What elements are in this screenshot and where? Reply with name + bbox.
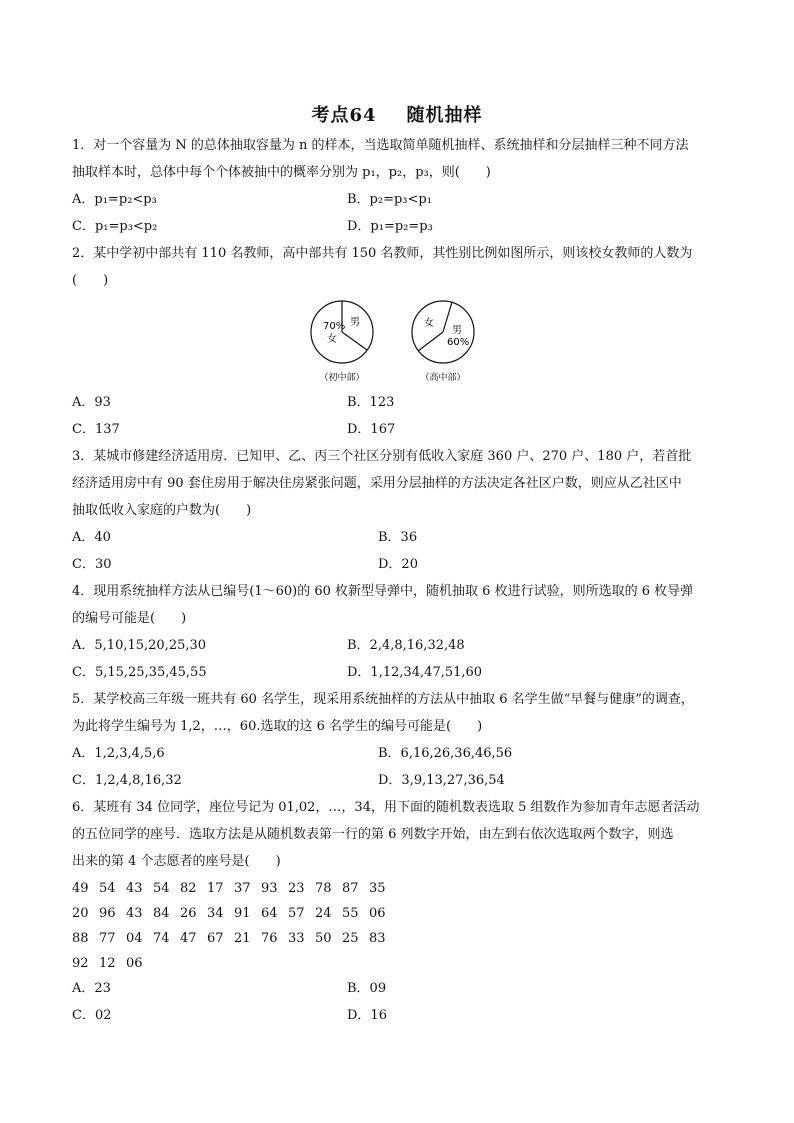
random-table-row: [72, 930, 396, 948]
q1-option-d: D．p₁=p₂=p₃: [347, 219, 433, 234]
random-number: 33: [288, 931, 305, 946]
random-number: 04: [126, 931, 143, 946]
q2-option-c: C．137: [72, 422, 120, 437]
q1-option-b: B．p₂=p₃<p₁: [347, 192, 432, 207]
random-number: 24: [315, 906, 332, 921]
topic-name: 随机抽样: [406, 105, 483, 126]
junior-female-percent: 70%: [323, 321, 346, 332]
q4-option-b: B．2,4,8,16,32,48: [347, 638, 465, 653]
random-number: 34: [207, 906, 224, 921]
random-number: 37: [234, 881, 251, 896]
q1-stem-line1: 1．对一个容量为 N 的总体抽取容量为 n 的样本，当选取简单随机抽样、系统抽样和分层抽样三种不同方法: [72, 138, 689, 153]
random-number: 64: [261, 906, 278, 921]
random-number: 21: [234, 931, 251, 946]
random-number: 23: [288, 881, 305, 896]
random-number: 93: [261, 881, 278, 896]
q5-option-d: D．3,9,13,27,36,54: [378, 773, 505, 788]
random-number: 87: [342, 881, 359, 896]
q1-option-c: C．p₁=p₃<p₂: [72, 219, 158, 234]
junior-pie-divider: [342, 332, 367, 350]
junior-female-label: 女: [327, 334, 337, 345]
q4-stem-line1: 4．现用系统抽样方法从已编号(1～60)的 60 枚新型导弹中，随机抽取 6 枚进行试验，则所选取的 6 枚导弹: [72, 584, 694, 599]
q2-option-a: A．93: [72, 395, 111, 410]
random-table-row: [72, 955, 153, 973]
random-number: 88: [72, 931, 89, 946]
q6-option-d: D．16: [347, 1008, 387, 1023]
q6-option-a: A．23: [72, 981, 111, 996]
random-number: 54: [153, 881, 170, 896]
random-number: 55: [342, 906, 359, 921]
random-number: 96: [99, 906, 116, 921]
random-number: 78: [315, 881, 332, 896]
random-number: 06: [369, 906, 386, 921]
q2-stem-line1: 2．某中学初中部共有 110 名教师，高中部共有 150 名教师，其性别比例如图所示，则该校女教师的人数为: [72, 246, 693, 261]
q4-stem-line2: 的编号可能是( ): [72, 611, 187, 626]
random-number: 74: [153, 931, 170, 946]
q5-option-a: A．1,2,3,4,5,6: [72, 746, 165, 761]
pie-charts-svg: [310, 300, 490, 390]
random-number: 26: [180, 906, 197, 921]
q3-stem-line1: 3．某城市修建经济适用房．已知甲、乙、丙三个社区分别有低收入家庭 360 户、270 户、180 户，若首批: [72, 449, 692, 464]
q2-stem-line2: ( ): [72, 273, 109, 288]
junior-male-label: 男: [350, 317, 360, 328]
q6-stem-line1: 6．某班有 34 位同学，座位号记为 01,02，…，34，用下面的随机数表选取 5 组数作为参加青年志愿者活动: [72, 800, 700, 815]
q6-option-c: C．02: [72, 1008, 112, 1023]
q3-stem-line2: 经济适用房中有 90 套住房用于解决住房紧张问题，采用分层抽样的方法决定各社区户数，则应从乙社区中: [72, 476, 682, 491]
q1-option-a: A．p₁=p₂<p₃: [72, 192, 157, 207]
random-number: 82: [180, 881, 197, 896]
random-number: 12: [99, 956, 116, 971]
random-number: 67: [207, 931, 224, 946]
junior-pie: [311, 301, 373, 383]
random-number: 43: [126, 906, 143, 921]
random-number: 47: [180, 931, 197, 946]
random-number: 84: [153, 906, 170, 921]
random-number: 54: [99, 881, 116, 896]
q3-stem-line3: 抽取低收入家庭的户数为( ): [72, 503, 252, 518]
random-number: 57: [288, 906, 305, 921]
gender-ratio-pie-charts: [310, 300, 490, 390]
q4-option-c: C．5,15,25,35,45,55: [72, 665, 207, 680]
random-table-row: [72, 905, 396, 923]
q5-stem-line1: 5．某学校高三年级一班共有 60 名学生，现采用系统抽样的方法从中抽取 6 名学生做“早餐与健康”的调查，: [72, 692, 694, 707]
random-number: 83: [369, 931, 386, 946]
q6-stem-line3: 出来的第 4 个志愿者的座号是( ): [72, 854, 281, 869]
q5-option-b: B．6,16,26,36,46,56: [378, 746, 513, 761]
random-table-row: [72, 880, 396, 898]
topic-number: 考点64: [311, 105, 377, 126]
random-number: 35: [369, 881, 386, 896]
q4-option-a: A．5,10,15,20,25,30: [72, 638, 207, 653]
q5-option-c: C．1,2,4,8,16,32: [72, 773, 182, 788]
random-number: 77: [99, 931, 116, 946]
senior-male-percent: 60%: [447, 337, 470, 348]
q1-stem-line2: 抽取样本时，总体中每个个体被抽中的概率分别为 p₁，p₂，p₃，则( ): [72, 165, 491, 180]
random-number: 06: [126, 956, 143, 971]
senior-female-label: 女: [424, 318, 434, 329]
senior-caption: （高中部）: [420, 373, 466, 383]
random-number: 91: [234, 906, 251, 921]
random-number: 17: [207, 881, 224, 896]
random-number: 25: [342, 931, 359, 946]
q3-option-c: C．30: [72, 557, 112, 572]
random-number: 43: [126, 881, 143, 896]
page-title: [0, 101, 794, 127]
q5-stem-line2: 为此将学生编号为 1,2，…，60.选取的这 6 名学生的编号可能是( ): [72, 719, 483, 734]
junior-caption: （初中部）: [319, 373, 365, 383]
q2-option-b: B．123: [347, 395, 395, 410]
senior-pie-divider-top: [443, 302, 452, 332]
q6-stem-line2: 的五位同学的座号．选取方法是从随机数表第一行的第 6 列数字开始，由左到右依次选取两个数字，则选: [72, 827, 674, 842]
q3-option-d: D．20: [378, 557, 418, 572]
q4-option-d: D．1,12,34,47,51,60: [347, 665, 483, 680]
random-number: 49: [72, 881, 89, 896]
random-number: 50: [315, 931, 332, 946]
random-number: 92: [72, 956, 89, 971]
q3-option-a: A．40: [72, 530, 111, 545]
q6-option-b: B．09: [347, 981, 387, 996]
q2-option-d: D．167: [347, 422, 396, 437]
random-number: 76: [261, 931, 278, 946]
senior-male-label: 男: [452, 325, 462, 336]
senior-pie-divider: [418, 332, 443, 351]
senior-pie: [412, 301, 474, 383]
random-number: 20: [72, 906, 89, 921]
q3-option-b: B．36: [378, 530, 418, 545]
